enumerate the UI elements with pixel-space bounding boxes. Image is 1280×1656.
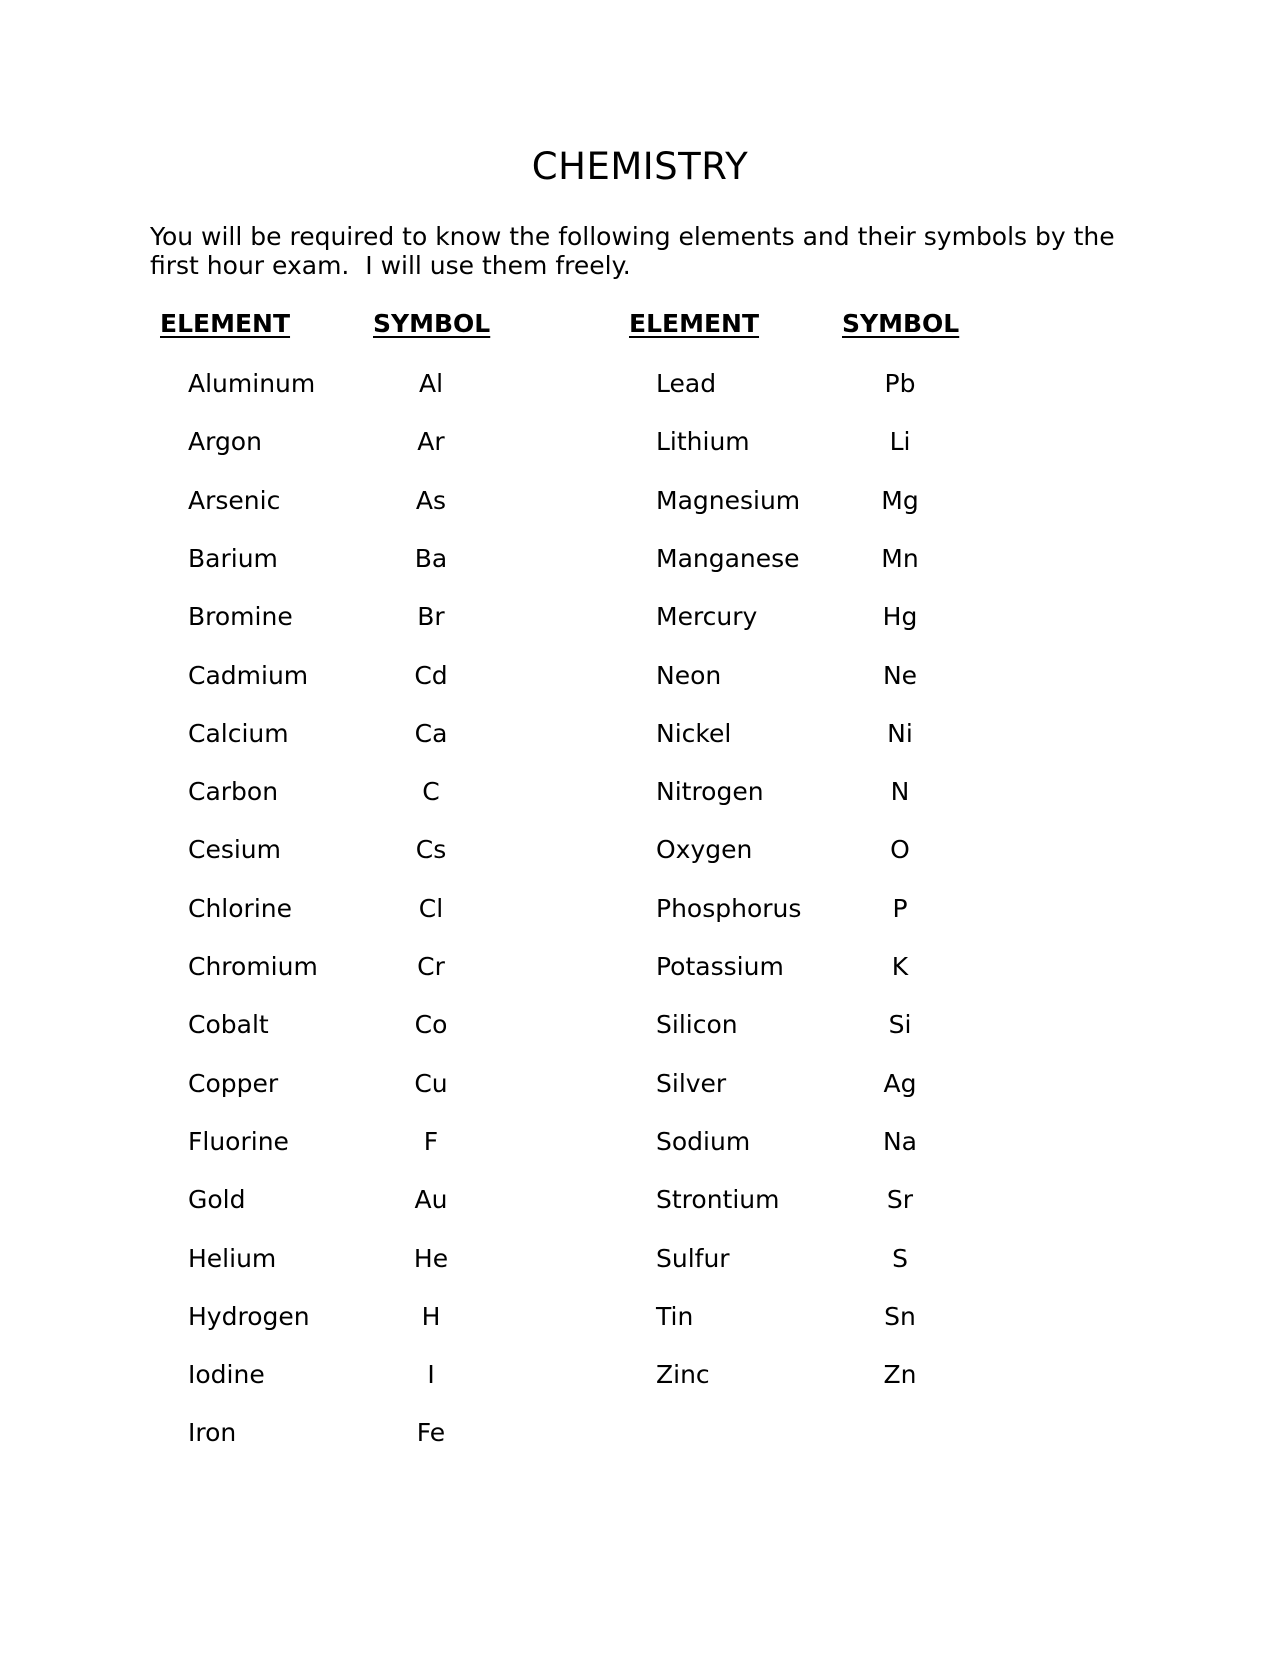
element-name: Helium <box>188 1244 277 1273</box>
left-element-header: ELEMENT <box>160 309 291 338</box>
element-name: Cobalt <box>188 1010 269 1039</box>
element-name: Hydrogen <box>188 1302 310 1331</box>
element-name: Sulfur <box>656 1244 730 1273</box>
page-title: CHEMISTRY <box>531 145 749 188</box>
element-symbol: Cr <box>417 952 445 981</box>
element-name: Cadmium <box>188 661 309 690</box>
element-symbol: C <box>422 777 440 806</box>
element-name: Cesium <box>188 835 282 864</box>
element-symbol: S <box>892 1244 908 1273</box>
element-name: Carbon <box>188 777 279 806</box>
element-symbol: Pb <box>884 369 916 398</box>
element-name: Nickel <box>656 719 732 748</box>
element-name: Silver <box>656 1069 727 1098</box>
element-symbol: Hg <box>882 602 918 631</box>
element-name: Sodium <box>656 1127 751 1156</box>
intro-line-1: You will be required to know the following elements and their symbols by the <box>150 222 1115 251</box>
element-name: Bromine <box>188 602 293 631</box>
element-name: Magnesium <box>656 486 801 515</box>
element-symbol: K <box>891 952 909 981</box>
element-name: Arsenic <box>188 486 281 515</box>
element-name: Calcium <box>188 719 289 748</box>
element-symbol: Br <box>417 602 445 631</box>
right-element-header: ELEMENT <box>629 309 760 338</box>
element-symbol: Ni <box>887 719 913 748</box>
element-name: Chlorine <box>188 894 292 923</box>
element-symbol: Ba <box>414 544 448 573</box>
element-symbol: Ca <box>414 719 448 748</box>
element-symbol: F <box>423 1127 439 1156</box>
element-symbol: Cl <box>418 894 444 923</box>
element-symbol: H <box>421 1302 441 1331</box>
element-name: Aluminum <box>188 369 316 398</box>
element-name: Gold <box>188 1185 246 1214</box>
element-symbol: Al <box>418 369 444 398</box>
right-symbol-header: SYMBOL <box>842 309 960 338</box>
element-symbol: N <box>890 777 910 806</box>
element-symbol: Li <box>889 427 911 456</box>
element-name: Silicon <box>656 1010 738 1039</box>
element-symbol: O <box>890 835 910 864</box>
intro-paragraph <box>150 222 1150 280</box>
element-name: Argon <box>188 427 262 456</box>
element-symbol: Cs <box>415 835 447 864</box>
element-name: Iron <box>188 1418 237 1447</box>
element-symbol: Cd <box>414 661 448 690</box>
left-symbol-header: SYMBOL <box>373 309 491 338</box>
element-name: Copper <box>188 1069 279 1098</box>
element-name: Tin <box>656 1302 694 1331</box>
element-symbol: Sr <box>886 1185 914 1214</box>
element-name: Lithium <box>656 427 750 456</box>
element-symbol: As <box>415 486 447 515</box>
element-symbol: Mg <box>881 486 919 515</box>
intro-line-2: first hour exam. I will use them freely. <box>150 251 631 280</box>
element-symbol: Ag <box>883 1069 917 1098</box>
element-name: Strontium <box>656 1185 780 1214</box>
element-name: Fluorine <box>188 1127 289 1156</box>
element-symbol: Si <box>888 1010 912 1039</box>
element-name: Zinc <box>656 1360 710 1389</box>
element-symbol: Co <box>414 1010 448 1039</box>
element-symbol: He <box>413 1244 449 1273</box>
element-name: Lead <box>656 369 717 398</box>
element-symbol: Cu <box>414 1069 448 1098</box>
element-name: Mercury <box>656 602 758 631</box>
element-symbol: Fe <box>416 1418 446 1447</box>
element-name: Nitrogen <box>656 777 764 806</box>
element-symbol: Au <box>414 1185 448 1214</box>
element-name: Neon <box>656 661 722 690</box>
element-name: Chromium <box>188 952 318 981</box>
element-name: Barium <box>188 544 278 573</box>
element-symbol: Ar <box>417 427 445 456</box>
element-name: Potassium <box>656 952 784 981</box>
element-name: Iodine <box>188 1360 265 1389</box>
element-symbol: Sn <box>884 1302 916 1331</box>
element-name: Phosphorus <box>656 894 802 923</box>
element-symbol: P <box>892 894 908 923</box>
element-name: Manganese <box>656 544 800 573</box>
element-name: Oxygen <box>656 835 753 864</box>
element-symbol: Ne <box>882 661 918 690</box>
element-symbol: I <box>427 1360 435 1389</box>
element-symbol: Zn <box>883 1360 917 1389</box>
element-symbol: Na <box>882 1127 918 1156</box>
element-symbol: Mn <box>881 544 919 573</box>
